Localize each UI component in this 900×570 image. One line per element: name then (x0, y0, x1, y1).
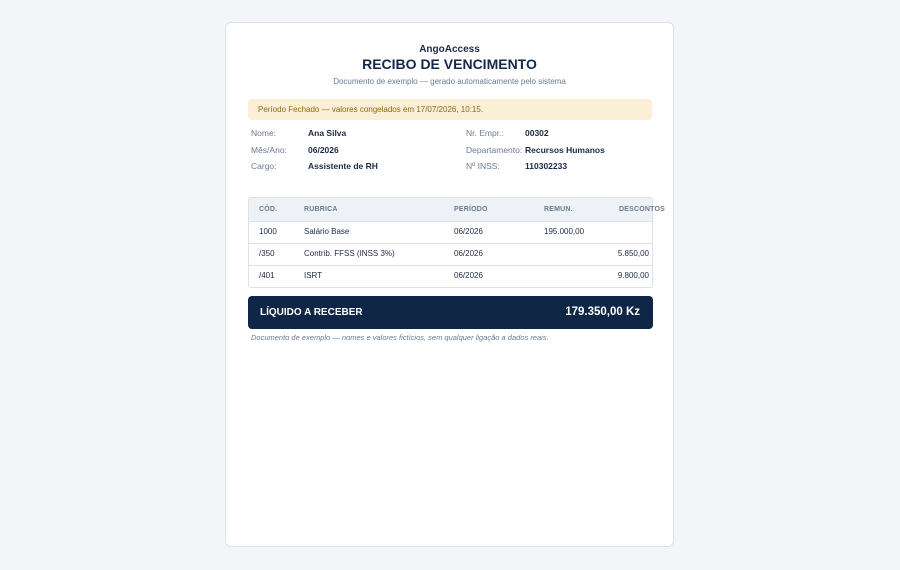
name-label: Nome: (251, 128, 277, 138)
row-item: ISRT (304, 271, 323, 280)
row-period: 06/2026 (454, 271, 483, 280)
net-pay-bar (248, 296, 653, 329)
info-department (466, 145, 605, 156)
table-row (249, 221, 652, 243)
employee-month: 06/2026 (308, 145, 339, 155)
inss-label: Nº INSS: (466, 161, 500, 171)
row-period: 06/2026 (454, 249, 483, 258)
row-earnings: 195.000,00 (544, 227, 585, 236)
disclaimer-note: Documento de exemplo — nomes e valores fictícios, sem qualquer ligação a dados reais. (251, 333, 549, 342)
payslip-page (225, 22, 674, 547)
info-number (466, 128, 549, 139)
employee-inss: 110302233 (525, 161, 568, 171)
company-brand: AngoAccess (419, 44, 480, 55)
net-pay-amount: 179.350,00 Kz (565, 306, 640, 318)
month-label: Mês/Ano: (251, 145, 287, 155)
row-code: 1000 (259, 227, 277, 236)
info-name (251, 128, 347, 139)
table-row (249, 265, 652, 287)
table-header (249, 198, 666, 221)
role-label: Cargo: (251, 161, 277, 171)
department-label: Departamento: (466, 145, 523, 155)
payslip-items-table (248, 197, 666, 288)
col-earnings-header: REMUN. (544, 206, 573, 213)
col-item-header: RUBRICA (304, 206, 338, 213)
row-deductions: 5.850,00 (617, 249, 649, 258)
col-deductions-header: DESCONTOS (619, 206, 666, 213)
employee-role: Assistente de RH (308, 161, 378, 171)
info-inss (466, 161, 568, 172)
table-row (249, 243, 652, 265)
col-period-header: PERÍODO (454, 206, 488, 213)
row-item: Salário Base (304, 227, 350, 236)
col-code-header: CÓD. (259, 206, 278, 213)
row-code: /350 (259, 249, 275, 258)
period-closed-notice: Período Fechado — valores congelados em 17/07/2026, 10:15. (248, 99, 652, 120)
employee-department: Recursos Humanos (525, 145, 605, 155)
info-month (251, 145, 339, 156)
number-label: Nr. Empr.: (466, 128, 504, 138)
row-deductions: 9.800,00 (617, 271, 649, 280)
document-subtitle: Documento de exemplo — gerado automaticamente pelo sistema (333, 77, 566, 86)
info-role (251, 161, 378, 172)
row-item: Contrib. FFSS (INSS 3%) (304, 249, 395, 258)
row-code: /401 (259, 271, 275, 280)
net-pay-label: LÍQUIDO A RECEBER (260, 307, 363, 318)
employee-number: 00302 (525, 128, 549, 138)
employee-name: Ana Silva (308, 128, 347, 138)
row-period: 06/2026 (454, 227, 483, 236)
document-title: RECIBO DE VENCIMENTO (362, 56, 537, 72)
